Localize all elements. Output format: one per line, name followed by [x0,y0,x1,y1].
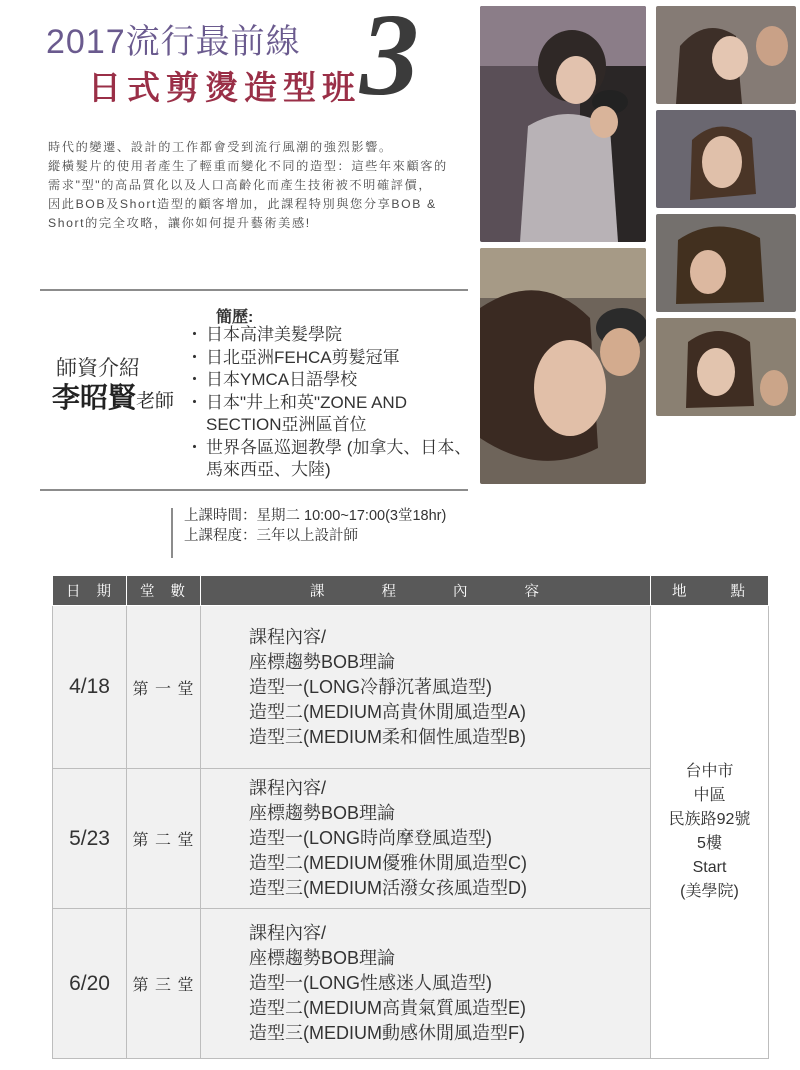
content-line: 座標趨勢BOB理論 [249,651,396,672]
content-line: 造型三(MEDIUM活潑女孩風造型D) [249,878,527,898]
header-char: 期 [96,584,113,600]
row-content [201,606,651,769]
resume-item: ・ 日本YMCA日語學校 [190,369,480,392]
photo-bob-2 [656,110,796,208]
location-line: 中區 [693,787,726,804]
content-line: 造型三(MEDIUM柔和個性風造型B) [249,726,526,747]
issue-number: 3 [360,0,419,120]
header-char: 地 [672,584,689,600]
table-header-row [53,576,769,606]
schedule-info [184,506,446,546]
header-char: 點 [730,584,747,600]
content-line: 造型三(MEDIUM動感休閒風造型F) [249,1023,525,1043]
row-session: 第 一 堂 [127,606,201,769]
header-char: 容 [524,584,541,600]
resume-item: ・ 日本高津美髮學院 [190,324,480,347]
title-line-1: 2017流行最前線 [46,23,301,61]
header-date [53,576,127,606]
location-line: (美學院) [680,883,739,900]
content-line: 課程內容/ [249,626,327,647]
resume-item: ・ 日本"井上和英"ZONE AND SECTION亞洲區首位 [190,392,480,437]
teacher-name-text: 李昭賢 [52,382,137,413]
row-content [201,909,651,1059]
resume-item: ・ 世界各區巡迴教學 (加拿大、日本、馬來西亞、大陸) [190,437,480,482]
photo-bob-3 [656,214,796,312]
content-line: 造型二(MEDIUM優雅休閒風造型C) [249,853,527,873]
photo-haircut-closeup [480,248,646,484]
row-date: 6/20 [53,909,127,1059]
title-line-2: 日式剪燙造型班 [88,68,361,107]
divider [40,489,468,491]
photo-stylist-demo [480,6,646,242]
row-date: 5/23 [53,769,127,909]
header-location [651,576,769,606]
row-content [201,769,651,909]
header-char: 內 [453,584,470,600]
row-date: 4/18 [53,606,127,769]
location-line: 台中市 [685,763,734,780]
content-line: 造型一(LONG性感迷人風造型) [249,973,492,993]
class-level: 上課程度：三年以上設計師 [184,528,358,544]
photo-collage [480,6,796,484]
content-line: 座標趨勢BOB理論 [249,948,396,968]
resume-item: ・ 日北亞洲FEHCA剪髮冠軍 [190,347,480,370]
location-cell [651,606,769,1059]
header-session [127,576,201,606]
resume-list [190,324,480,482]
intro-text [48,138,448,233]
teacher-name [52,376,174,416]
location-line: Start [692,859,727,876]
content-line: 造型二(MEDIUM高貴休閒風造型A) [249,701,526,722]
photo-bob-4 [656,318,796,416]
teacher-label: 師資介紹 [56,357,140,380]
table-row [53,606,769,769]
header-char: 數 [170,584,187,600]
row-session: 第 三 堂 [127,909,201,1059]
content-line: 造型二(MEDIUM高貴氣質風造型E) [249,998,526,1018]
intro-paragraph: 縱橫髮片的使用者產生了輕重而變化不同的造型：這些年來顧客的需求"型"的高品質化以及人口高齡化而產生技術被不明確評價， [48,159,448,192]
content-line: 造型一(LONG冷靜沉著風造型) [249,676,492,697]
content-line: 課程內容/ [249,923,327,943]
divider [40,289,468,291]
content-line: 座標趨勢BOB理論 [249,803,396,823]
header-content [201,576,651,606]
class-time: 上課時間：星期二 10:00~17:00(3堂18hr) [184,508,447,524]
header-char: 程 [381,584,398,600]
teacher-suffix: 老師 [136,391,175,412]
row-session: 第 二 堂 [127,769,201,909]
header-char: 日 [66,584,83,600]
location-line: 5樓 [697,835,722,852]
schedule-bar [171,508,173,558]
header-char: 堂 [140,584,157,600]
header-char: 課 [310,584,327,600]
course-table [52,575,769,1059]
content-line: 課程內容/ [249,778,327,798]
resume-title: 簡歷: [216,309,254,326]
location-line: 民族路92號 [668,811,751,828]
content-line: 造型一(LONG時尚摩登風造型) [249,828,492,848]
intro-paragraph: 因此BOB及Short造型的顧客增加，此課程特別與您分享BOB & Short的完全攻略，讓你如何提升藝術美感! [48,197,437,230]
photo-bob-1 [656,6,796,104]
intro-paragraph: 時代的變遷、設計的工作都會受到流行風潮的強烈影響。 [48,140,393,154]
